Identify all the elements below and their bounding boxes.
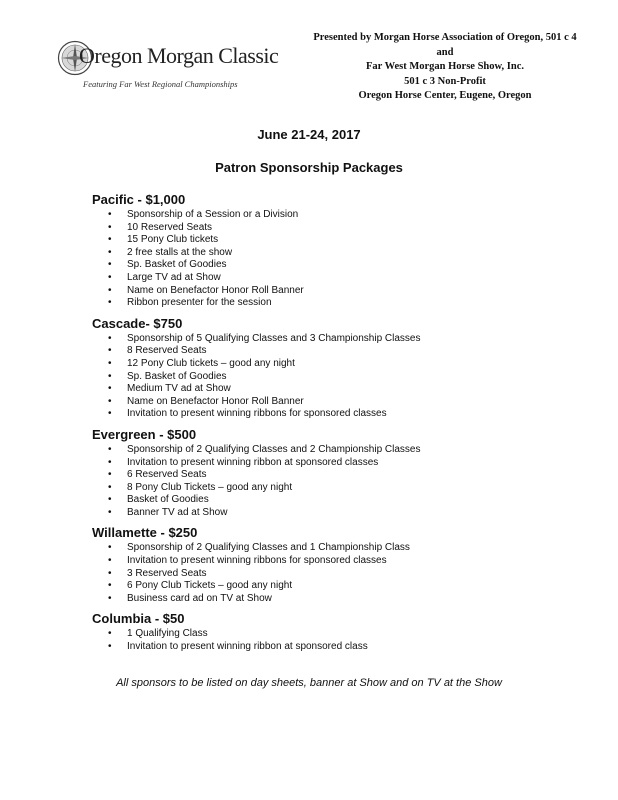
- show-logo: [57, 38, 279, 98]
- benefit-item: • Name on Benefactor Honor Roll Banner: [92, 285, 572, 298]
- package-benefits: [92, 333, 572, 421]
- benefit-item: • 2 free stalls at the show: [92, 247, 572, 260]
- package-heading: Columbia - $50: [92, 611, 185, 627]
- package-pacific: [92, 192, 572, 310]
- benefit-item: • Sponsorship of a Session or a Division: [92, 209, 572, 222]
- benefit-item: • Sponsorship of 2 Qualifying Classes and 2 Championship Classes: [92, 444, 572, 457]
- benefit-item: • Sponsorship of 5 Qualifying Classes and 3 Championship Classes: [92, 333, 572, 346]
- sponsor-footnote: All sponsors to be listed on day sheets, banner at Show and on TV at the Show: [116, 677, 502, 689]
- presenter-line: Presented by Morgan Horse Association of Oregon, 501 c 4: [313, 32, 577, 43]
- benefit-item: • Sp. Basket of Goodies: [92, 259, 572, 272]
- presenter-block: [290, 31, 600, 104]
- page-title: Patron Sponsorship Packages: [215, 160, 403, 175]
- benefit-item: • 10 Reserved Seats: [92, 222, 572, 235]
- logo-subtitle: Featuring Far West Regional Championships: [83, 79, 238, 89]
- benefit-item: • 8 Pony Club Tickets – good any night: [92, 482, 572, 495]
- benefit-item: • 1 Qualifying Class: [92, 628, 572, 641]
- package-heading: Willamette - $250: [92, 525, 198, 541]
- benefit-item: • Business card ad on TV at Show: [92, 593, 572, 606]
- benefit-item: • Basket of Goodies: [92, 494, 572, 507]
- presenter-line: Far West Morgan Horse Show, Inc.: [366, 61, 524, 72]
- package-benefits: [92, 444, 572, 520]
- package-evergreen: [92, 427, 572, 520]
- package-heading: Pacific - $1,000: [92, 192, 186, 207]
- benefit-item: • 8 Reserved Seats: [92, 345, 572, 358]
- benefit-item: • Sp. Basket of Goodies: [92, 371, 572, 384]
- package-benefits: [92, 542, 572, 605]
- benefit-item: • Sponsorship of 2 Qualifying Classes and 1 Championship Class: [92, 542, 572, 555]
- benefit-item: • Large TV ad at Show: [92, 272, 572, 285]
- package-benefits: [92, 209, 572, 310]
- package-columbia: [92, 611, 572, 653]
- benefit-item: • Invitation to present winning ribbons for sponsored classes: [92, 408, 572, 421]
- presenter-line: 501 c 3 Non-Profit: [404, 75, 486, 87]
- logo-title: Oregon Morgan Classic: [79, 43, 279, 68]
- benefit-item: • 15 Pony Club tickets: [92, 234, 572, 247]
- benefit-item: • Invitation to present winning ribbon at sponsored classes: [92, 457, 572, 470]
- presenter-line: Oregon Horse Center, Eugene, Oregon: [358, 90, 532, 101]
- benefit-item: • Invitation to present winning ribbon at sponsored class: [92, 641, 572, 654]
- benefit-item: • 6 Pony Club Tickets – good any night: [92, 580, 572, 593]
- benefit-item: • 12 Pony Club tickets – good any night: [92, 358, 572, 371]
- benefit-item: • Banner TV ad at Show: [92, 507, 572, 520]
- package-heading: Cascade- $750: [92, 315, 183, 331]
- presenter-line: and: [436, 46, 454, 58]
- package-benefits: [92, 628, 572, 653]
- package-heading: Evergreen - $500: [92, 426, 197, 442]
- benefit-item: • Medium TV ad at Show: [92, 383, 572, 396]
- benefit-item: • 3 Reserved Seats: [92, 568, 572, 581]
- package-cascade: [92, 316, 572, 421]
- packages-list: [92, 192, 572, 660]
- package-willamette: [92, 525, 572, 605]
- event-date: June 21-24, 2017: [257, 127, 361, 142]
- benefit-item: • 6 Reserved Seats: [92, 469, 572, 482]
- benefit-item: • Name on Benefactor Honor Roll Banner: [92, 396, 572, 409]
- benefit-item: • Invitation to present winning ribbons for sponsored classes: [92, 555, 572, 568]
- benefit-item: • Ribbon presenter for the session: [92, 297, 572, 310]
